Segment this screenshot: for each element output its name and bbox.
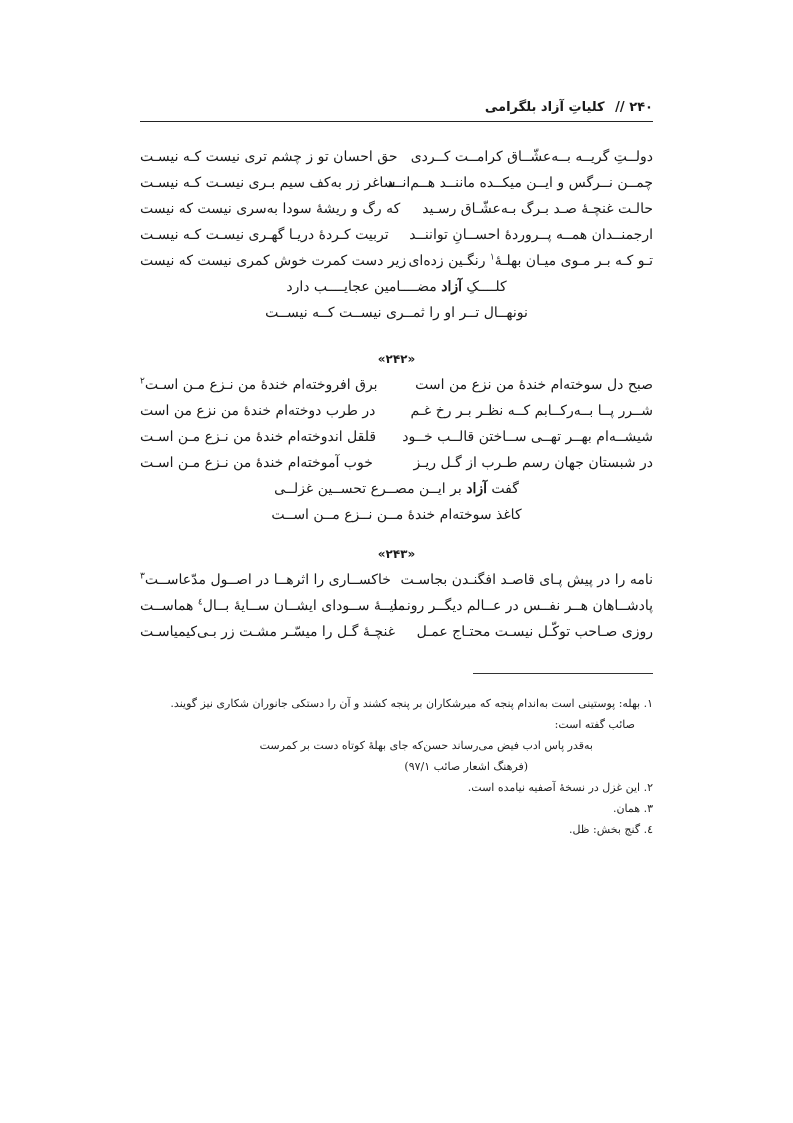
footnote-marker: ٤ (197, 597, 203, 608)
footnote-1: ۱. بهله: پوستینی است به‌اندام پنجه که میرشکاران بر پنجه کشند و آن را دستکی جانوران شکاری نیز گویند. (170, 697, 653, 710)
hemistich-second: قلقل اندوخته‌ام خندهٔ من نـزع مـن اسـت (140, 429, 377, 445)
footnote-marker: ۱ (489, 252, 495, 263)
couplet (140, 248, 653, 274)
ghazal-number: «۲۴۳» (377, 547, 416, 561)
couplet (140, 196, 653, 222)
book-title: کلیاتِ آزاد بلگرامی (484, 100, 605, 115)
couplet (140, 170, 653, 196)
closing-text: گفت (486, 481, 519, 497)
hemistich-second: خوب آموخته‌ام خندهٔ من نـزع مـن اسـت (140, 455, 373, 471)
hemistich-second (140, 372, 378, 398)
closing-line: نونهــال تــر او را ثمــری نیســت کــه نیســت (265, 305, 528, 321)
hemistich-text: رنگـین زده‌ای (408, 253, 490, 269)
hemistich-first: روزی صـاحب توکّـل نیسـت محتـاج عمـل (416, 624, 653, 640)
closing-text: مضــــامین عجایــــب دارد (286, 279, 442, 295)
footnote-1-source: (فرهنگ اشعار صائب ۹۷/۱) (404, 760, 528, 773)
couplet (140, 567, 653, 593)
poet-name: آزاد (441, 279, 462, 295)
hemistich-second: که رگ و ریشهٔ سودا به‌سری نیست که نیست (140, 201, 401, 217)
hemistich-first: در شبستان جهان رسم طـرب از گـل ریـز (413, 455, 653, 471)
couplet (140, 398, 653, 424)
hemistich-first: دولــتِ گریــه بــه‌عشّــاق کرامــت کــردی (410, 149, 653, 165)
hemistich-second: زیر دست کمرت خوش کمری نیست که نیست (140, 253, 407, 269)
ghazal-number: «۲۴۲» (377, 352, 416, 366)
hemistich-first: شیشــه‌ام بهــر تهــی ســاختن قالــب خــود (402, 429, 653, 445)
closing-line: کاغذ سوخته‌ام خندهٔ مــن نــزع مــن اســت (271, 507, 522, 523)
hemistich-first: صبح دل سوخته‌ام خندهٔ من نزع من است (415, 377, 653, 393)
footnote-marker: ۳ (140, 571, 145, 582)
closing-text: کلــــکِ (461, 279, 507, 295)
closing-line (140, 476, 653, 502)
footnote-1-continuation: صائب گفته است: (554, 718, 635, 731)
footnote-4: ٤. گنج بخش: ظل. (568, 823, 653, 836)
hemistich-second: تربیت کـردهٔ دریـا گهـری نیسـت کـه نیسـت (140, 227, 389, 243)
poem-section-243 (140, 541, 653, 645)
hemistich-text: خاکســاری را اثرهــا در اصــول مدّعاســت (144, 572, 391, 588)
hemistich-text: مایــهٔ ســودای ایشــان ســایهٔ بــال (202, 598, 406, 614)
hemistich-first: نامه را در پیش پـای قاصـد افگنـدن بجاسـت (400, 572, 653, 588)
poem-section-242 (140, 346, 653, 528)
header-separator: // (615, 100, 625, 115)
closing-line (140, 274, 653, 300)
couplet (140, 450, 653, 476)
hemistich-second (140, 593, 405, 619)
hemistich-second: در طرب دوخته‌ام خندهٔ من نزع من است (140, 403, 376, 419)
hemistich-second: غنچـهٔ گـل را میسّـر مشـت زر بـی‌کیمیاسـت (140, 624, 396, 640)
couplet (140, 593, 653, 619)
hemistich-second: حق احسان تو ز چشم تری نیست کـه نیسـت (140, 149, 398, 165)
hemistich-text: هماســت (140, 598, 198, 614)
hemistich-first: پادشــاهان هــر نفــس در عــالم دیگــر رونــد (391, 598, 653, 614)
footnotes (140, 693, 653, 840)
closing-text: بر ایــن مصــرع تحســین غزلــی (274, 481, 467, 497)
couplet (140, 372, 653, 398)
footnote-2: ۲. این غزل در نسخهٔ آصفیه نیامده است. (467, 781, 653, 794)
page-number-group (485, 100, 653, 115)
hemistich-text: برق افروخته‌ام خندهٔ من نـزع مـن اسـت (144, 377, 378, 393)
hemistich-first: ارجمنــدان همــه پــروردهٔ احســانِ تواننــد (409, 227, 653, 243)
hemistich-first (408, 248, 653, 274)
footnote-verse-second: که جای بهلهٔ کوتاه دست بر کمرست (259, 739, 423, 752)
page-number: ۲۴۰ (629, 100, 653, 115)
couplet (140, 424, 653, 450)
footnote-rule (473, 673, 653, 674)
couplet (140, 619, 653, 645)
running-header (140, 92, 653, 122)
hemistich-second (140, 567, 391, 593)
footnote-marker: ۲ (140, 376, 145, 387)
hemistich-first: چمــن نــرگس و ایــن میکــده ماننــد هــم‌انــد (386, 175, 653, 191)
footnote-3: ۳. همان. (612, 802, 653, 815)
hemistich-second: ساغر زر به‌کف سیم بـری نیسـت کـه نیسـت (140, 175, 396, 191)
hemistich-first: شــرر پــا بــه‌رکــابم کــه نظـر بـر رخ غـم (410, 403, 653, 419)
couplet (140, 144, 653, 170)
footnote-verse-first: به‌قدر پاس ادب فیض می‌رساند حسن (423, 739, 593, 752)
couplet (140, 222, 653, 248)
header-rule (140, 121, 653, 122)
footnote-1-verse (140, 735, 653, 756)
hemistich-text: تـو کـه بـر مـوی میـان بهلـهٔ (494, 253, 653, 269)
hemistich-first: حالـت غنچـهٔ صـد بـرگ بـه‌عشّـاق رسـید (422, 201, 653, 217)
poet-name: آزاد (466, 481, 487, 497)
poem-section-1 (140, 144, 653, 326)
